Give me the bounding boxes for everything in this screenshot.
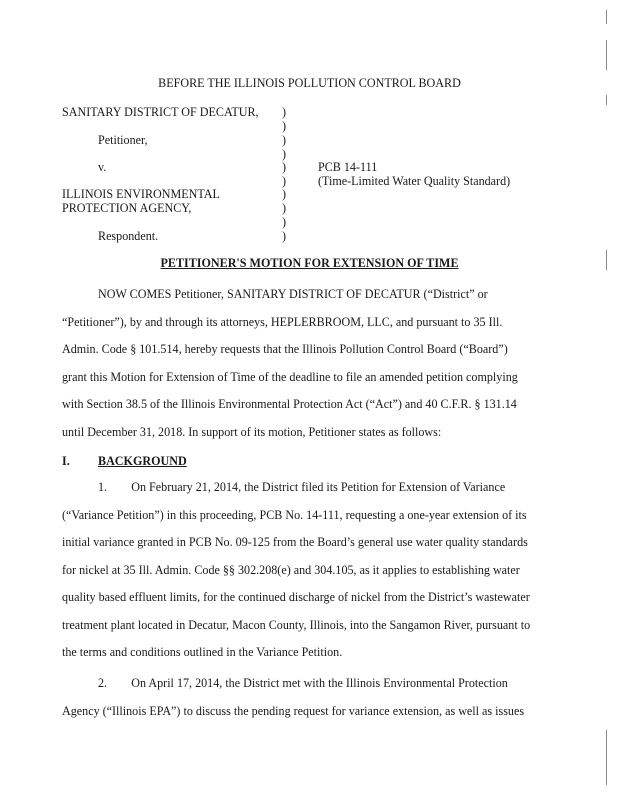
para1-line: 1. On February 21, 2014, the District filed its Petition for Extension of Variance xyxy=(98,480,506,494)
paragraph-1 xyxy=(62,474,530,667)
caption-respondent-name-2: PROTECTION AGENCY, xyxy=(62,201,192,215)
para2-line: 2. On April 17, 2014, the District met with the Illinois Environmental Protection xyxy=(98,676,508,690)
caption-paren: ) xyxy=(282,174,287,188)
caption-paren: ) xyxy=(282,147,287,161)
intro-line: until December 31, 2018. In support of its motion, Petitioner states as follows: xyxy=(62,424,442,439)
caption-paren: ) xyxy=(282,215,287,229)
motion-title: PETITIONER'S MOTION FOR EXTENSION OF TIME xyxy=(160,256,459,270)
case-type: (Time-Limited Water Quality Standard) xyxy=(318,174,511,188)
section-heading: BACKGROUND xyxy=(98,454,187,468)
section-number: I. xyxy=(62,454,70,468)
caption-paren: ) xyxy=(282,187,287,201)
caption-paren: ) xyxy=(282,229,287,243)
para1-line: for nickel at 35 Ill. Admin. Code §§ 302.208(e) and 304.105, as it applies to establishing water xyxy=(62,562,520,577)
intro-paragraph xyxy=(62,281,530,446)
scan-edge-mark xyxy=(606,40,607,70)
caption-petitioner-label: Petitioner, xyxy=(98,133,148,147)
caption-paren: ) xyxy=(282,201,287,215)
case-number: PCB 14-111 xyxy=(318,160,378,174)
intro-line: with Section 38.5 of the Illinois Environmental Protection Act (“Act”) and 40 C.F.R. § 131.14 xyxy=(62,397,517,411)
scan-edge-mark xyxy=(606,730,607,785)
caption-petitioner-name: SANITARY DISTRICT OF DECATUR, xyxy=(62,105,259,119)
caption-paren: ) xyxy=(282,105,287,119)
caption-paren: ) xyxy=(282,133,287,147)
para1-line: treatment plant located in Decatur, Macon County, Illinois, into the Sangamon River, pursuant to xyxy=(62,617,531,632)
para1-line: quality based effluent limits, for the continued discharge of nickel from the District’s wastewater xyxy=(62,590,530,604)
caption-respondent-label: Respondent. xyxy=(98,229,159,243)
caption-paren: ) xyxy=(282,119,287,133)
para1-line: (“Variance Petition”) in this proceeding, PCB No. 14-111, requesting a one-year extension of its xyxy=(62,507,527,522)
caption-paren: ) xyxy=(282,160,287,174)
court-title: BEFORE THE ILLINOIS POLLUTION CONTROL BOARD xyxy=(158,76,461,90)
intro-line: NOW COMES Petitioner, SANITARY DISTRICT OF DECATUR (“District” or xyxy=(98,287,488,301)
paragraph-2 xyxy=(62,670,530,725)
para1-line: the terms and conditions outlined in the Variance Petition. xyxy=(62,645,343,659)
para1-line: initial variance granted in PCB No. 09-125 from the Board’s general use water quality standards xyxy=(62,535,528,549)
scan-edge-mark xyxy=(606,10,607,24)
scan-edge-mark xyxy=(606,95,607,105)
caption-versus: v. xyxy=(98,160,107,174)
para2-line: Agency (“Illinois EPA”) to discuss the pending request for variance extension, as well as issues xyxy=(62,703,525,718)
intro-line: Admin. Code § 101.514, hereby requests that the Illinois Pollution Control Board (“Board”) xyxy=(62,342,508,356)
intro-line: “Petitioner”), by and through its attorneys, HEPLERBROOM, LLC, and pursuant to 35 Ill. xyxy=(62,314,503,329)
intro-line: grant this Motion for Extension of Time of the deadline to file an amended petition complying xyxy=(62,369,518,384)
caption-respondent-name-1: ILLINOIS ENVIRONMENTAL xyxy=(62,187,220,201)
